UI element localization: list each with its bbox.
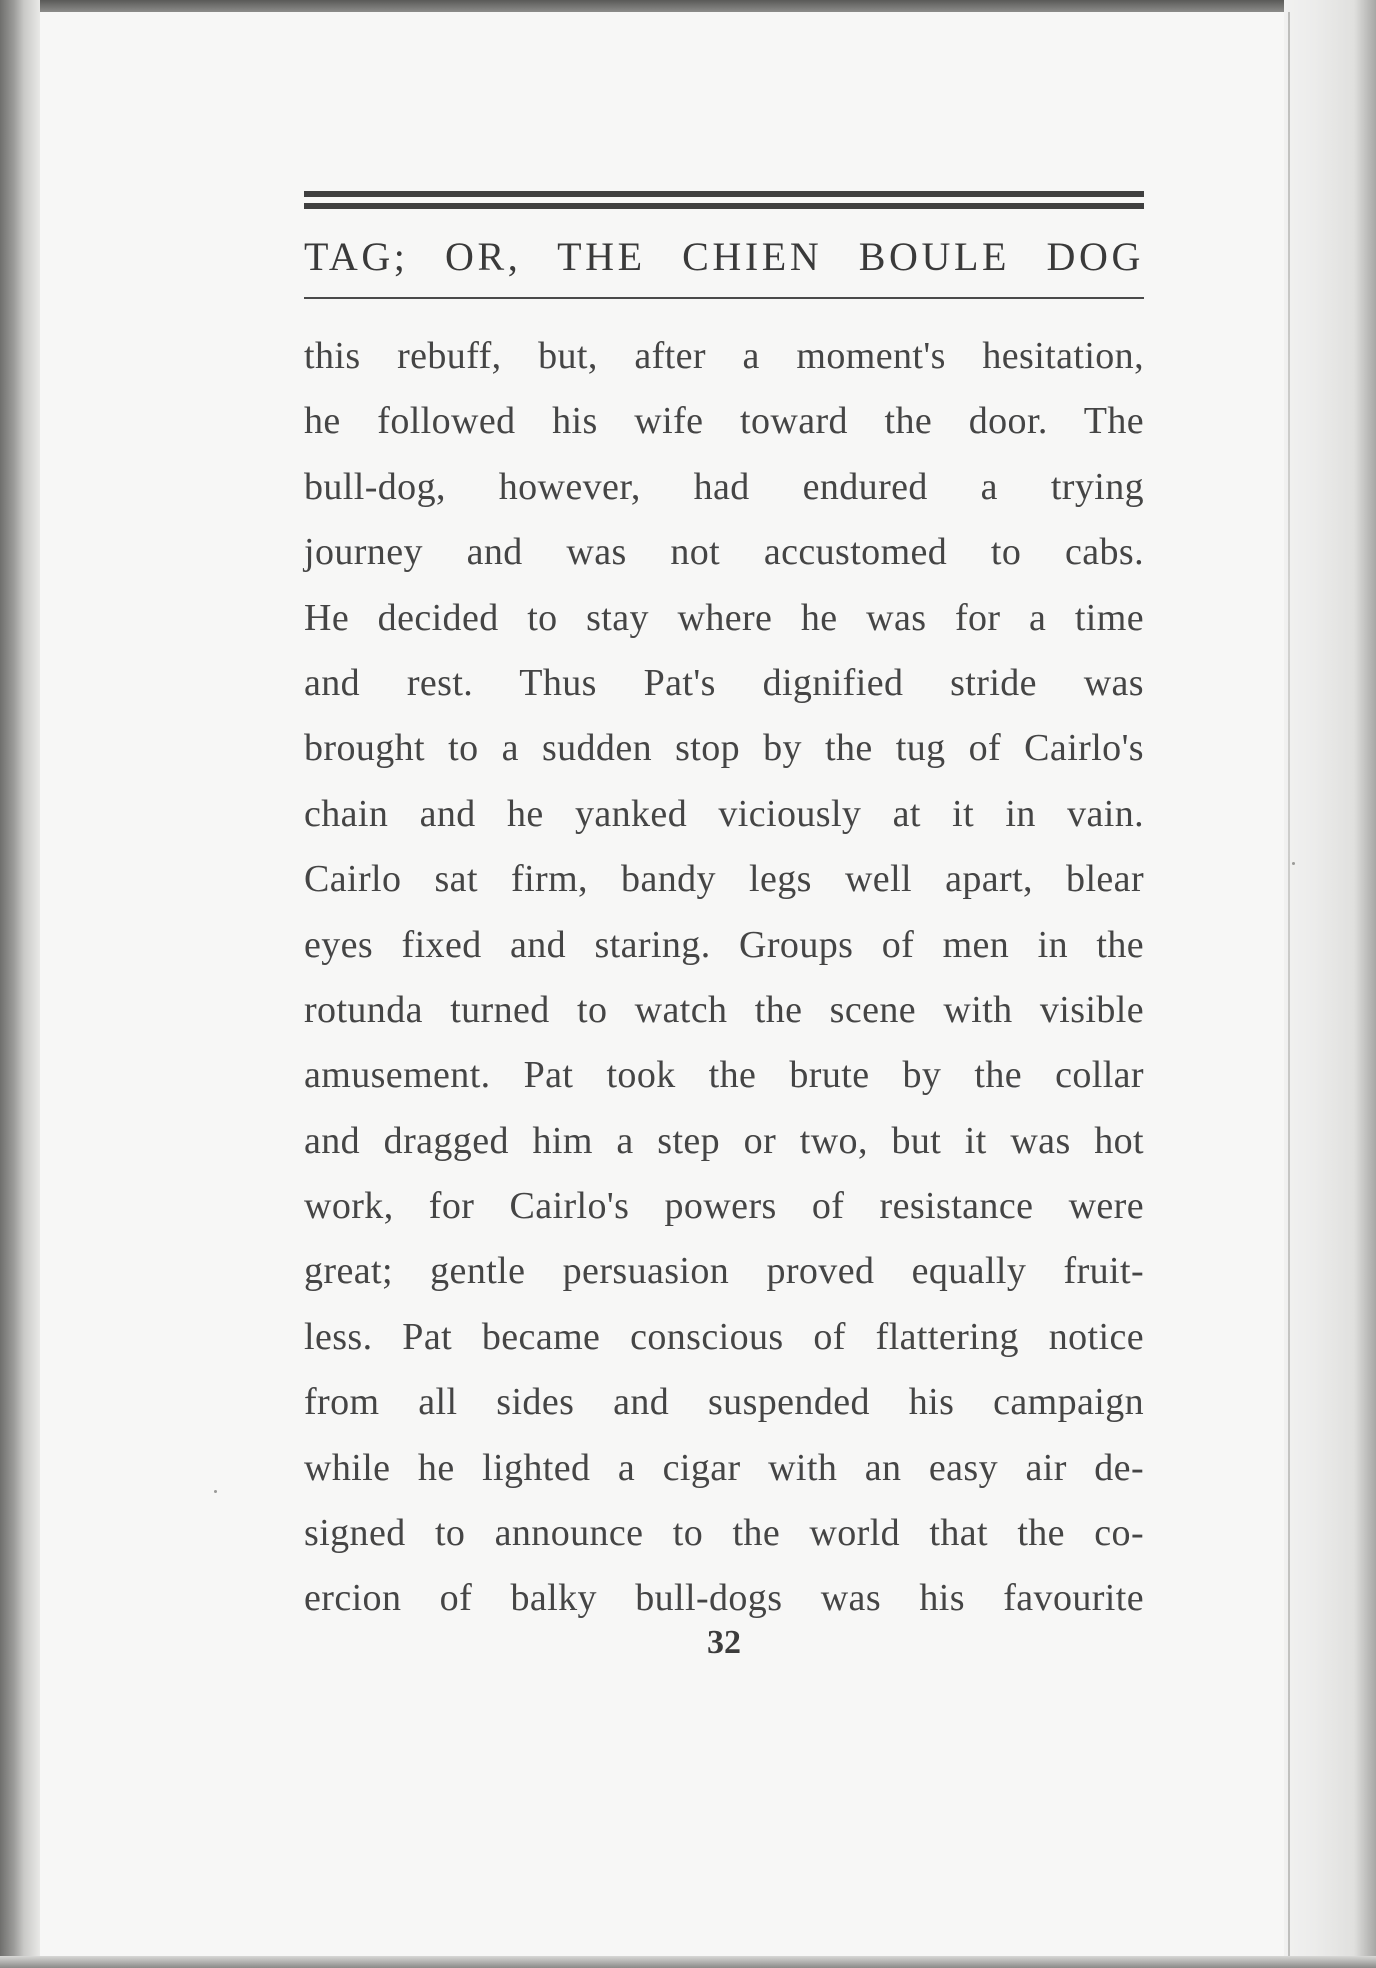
text-line: he followed his wife toward the door. The <box>304 400 1144 443</box>
scan-bottom-edge <box>0 1956 1376 1968</box>
scan-speck <box>1292 862 1295 865</box>
text-line: while he lighted a cigar with an easy air de- <box>304 1446 1144 1489</box>
facing-page-edge <box>1284 0 1376 1968</box>
text-line: this rebuff, but, after a moment's hesitation, <box>304 335 1144 377</box>
header-double-rule-bottom <box>304 203 1144 209</box>
text-line: He decided to stay where he was for a time <box>304 596 1144 639</box>
text-line: signed to announce to the world that the co- <box>304 1512 1144 1555</box>
scan-speck <box>214 1490 217 1493</box>
text-line: less. Pat became conscious of flattering notice <box>304 1315 1144 1358</box>
running-head: TAG; OR, THE CHIEN BOULE DOG <box>304 234 1144 279</box>
text-line: bull-dog, however, had endured a trying <box>304 465 1144 508</box>
text-line: chain and he yanked viciously at it in vain. <box>304 792 1144 835</box>
text-line: work, for Cairlo's powers of resistance were <box>304 1185 1144 1228</box>
text-line: great; gentle persuasion proved equally fruit- <box>304 1250 1144 1293</box>
text-line: and rest. Thus Pat's dignified stride was <box>304 661 1144 704</box>
text-line: eyes fixed and staring. Groups of men in the <box>304 923 1144 966</box>
body-text <box>304 332 1144 1640</box>
text-line: ercion of balky bull-dogs was his favourite <box>304 1577 1144 1620</box>
page-fold-line <box>1288 12 1290 1956</box>
text-line: brought to a sudden stop by the tug of Cairlo's <box>304 727 1144 770</box>
text-line: journey and was not accustomed to cabs. <box>304 531 1144 574</box>
text-line: amusement. Pat took the brute by the collar <box>304 1054 1144 1097</box>
text-line: from all sides and suspended his campaign <box>304 1381 1144 1424</box>
scan-top-edge <box>0 0 1376 12</box>
text-line: and dragged him a step or two, but it was hot <box>304 1119 1144 1162</box>
book-spine-edge <box>0 0 40 1968</box>
page-number: 32 <box>707 1624 741 1661</box>
header-double-rule-top <box>304 191 1144 197</box>
text-line: Cairlo sat firm, bandy legs well apart, blear <box>304 858 1144 901</box>
text-line: rotunda turned to watch the scene with visible <box>304 988 1144 1031</box>
header-thin-rule <box>304 297 1144 299</box>
